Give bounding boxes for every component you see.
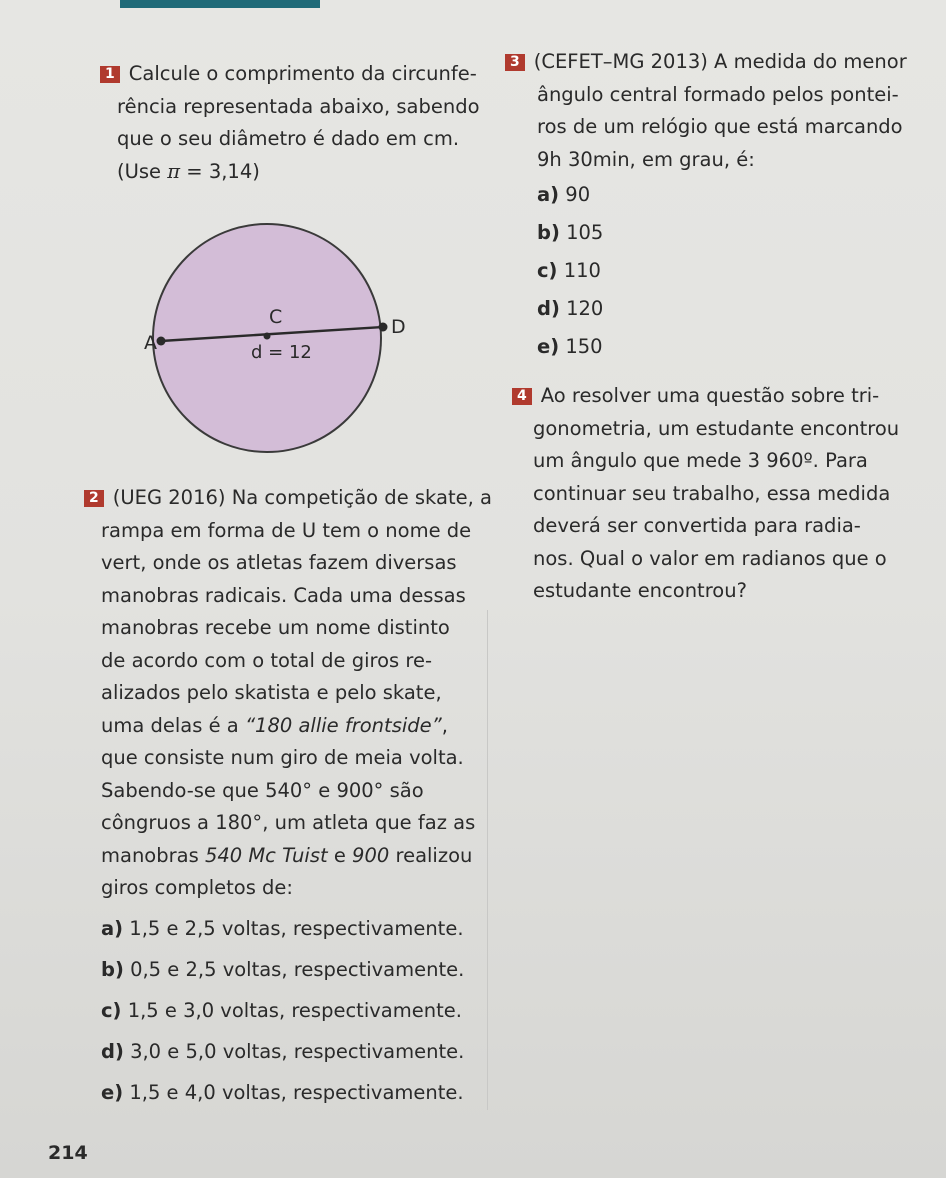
question-3 — [505, 46, 907, 366]
circle-figure — [130, 220, 410, 460]
question-text: vert, onde os atletas fazem diversas — [101, 551, 457, 574]
question-text: Ao resolver uma questão sobre tri- — [540, 384, 880, 407]
answer-option[interactable]: b) 105 — [537, 221, 604, 244]
page-number: 214 — [48, 1142, 88, 1164]
question-text: deverá ser convertida para radia- — [533, 514, 861, 537]
point-a — [157, 337, 166, 346]
question-text: ângulo central formado pelos pontei- — [537, 82, 899, 106]
question-1 — [100, 58, 480, 188]
question-text: nos. Qual o valor em radianos que o — [533, 546, 887, 570]
question-text: estudante encontrou? — [533, 579, 747, 602]
label-diameter: d = 12 — [251, 342, 312, 363]
question-text: ros de um relógio que está marcando — [537, 115, 903, 138]
question-text: que consiste num giro de meia volta. — [101, 746, 464, 769]
question-text: uma delas é a “180 allie frontside”, — [101, 713, 448, 737]
answer-option[interactable]: b) 0,5 e 2,5 voltas, respectivamente. — [101, 957, 465, 981]
answer-option[interactable]: c) 110 — [537, 259, 601, 282]
label-d: D — [391, 316, 406, 338]
label-c: C — [269, 306, 283, 328]
question-number: 3 — [505, 54, 525, 71]
question-number: 2 — [84, 490, 104, 507]
label-a: A — [144, 332, 157, 354]
question-text: de acordo com o total de giros re- — [101, 648, 432, 672]
question-text: (CEFET–MG 2013) A medida do menor — [533, 50, 907, 73]
question-text: um ângulo que mede 3 960º. Para — [533, 449, 868, 472]
pi-hint: (Use π = 3,14) — [117, 159, 260, 183]
question-text: Calcule o comprimento da circunfe- — [128, 62, 477, 85]
center-point — [264, 333, 271, 340]
point-d — [379, 323, 388, 332]
question-text: que o seu diâmetro é dado em cm. — [117, 127, 460, 150]
question-text: 9h 30min, em grau, é: — [537, 147, 755, 171]
question-text: gonometria, um estudante encontrou — [533, 416, 900, 440]
question-text: manobras recebe um nome distinto — [101, 616, 450, 639]
question-text: rência representada abaixo, sabendo — [117, 94, 480, 118]
question-text: rampa em forma de U tem o nome de — [101, 518, 472, 542]
answer-option[interactable]: d) 3,0 e 5,0 voltas, respectivamente. — [101, 1039, 465, 1063]
answer-option[interactable]: c) 1,5 e 3,0 voltas, respectivamente. — [101, 998, 462, 1022]
question-text: côngruos a 180°, um atleta que faz as — [101, 811, 476, 834]
question-number: 4 — [512, 388, 532, 405]
question-text: manobras 540 Mc Tuist e 900 realizou — [101, 843, 473, 867]
question-text: giros completos de: — [101, 876, 293, 899]
answer-option[interactable]: d) 120 — [537, 297, 604, 320]
answer-option[interactable]: a) 1,5 e 2,5 voltas, respectivamente. — [101, 916, 464, 940]
question-text: alizados pelo skatista e pelo skate, — [101, 681, 442, 704]
question-text: Sabendo-se que 540° e 900° são — [101, 778, 424, 802]
section-header-band — [120, 0, 320, 8]
question-4 — [512, 380, 899, 608]
answer-option[interactable]: a) 90 — [537, 183, 591, 206]
answer-option[interactable]: e) 150 — [537, 335, 603, 358]
answer-option[interactable]: e) 1,5 e 4,0 voltas, respectivamente. — [101, 1080, 464, 1104]
question-2 — [84, 482, 492, 1113]
question-text: manobras radicais. Cada uma dessas — [101, 583, 466, 607]
question-text: continuar seu trabalho, essa medida — [533, 481, 891, 505]
question-number: 1 — [100, 66, 120, 83]
question-text: (UEG 2016) Na competição de skate, a — [112, 486, 492, 509]
